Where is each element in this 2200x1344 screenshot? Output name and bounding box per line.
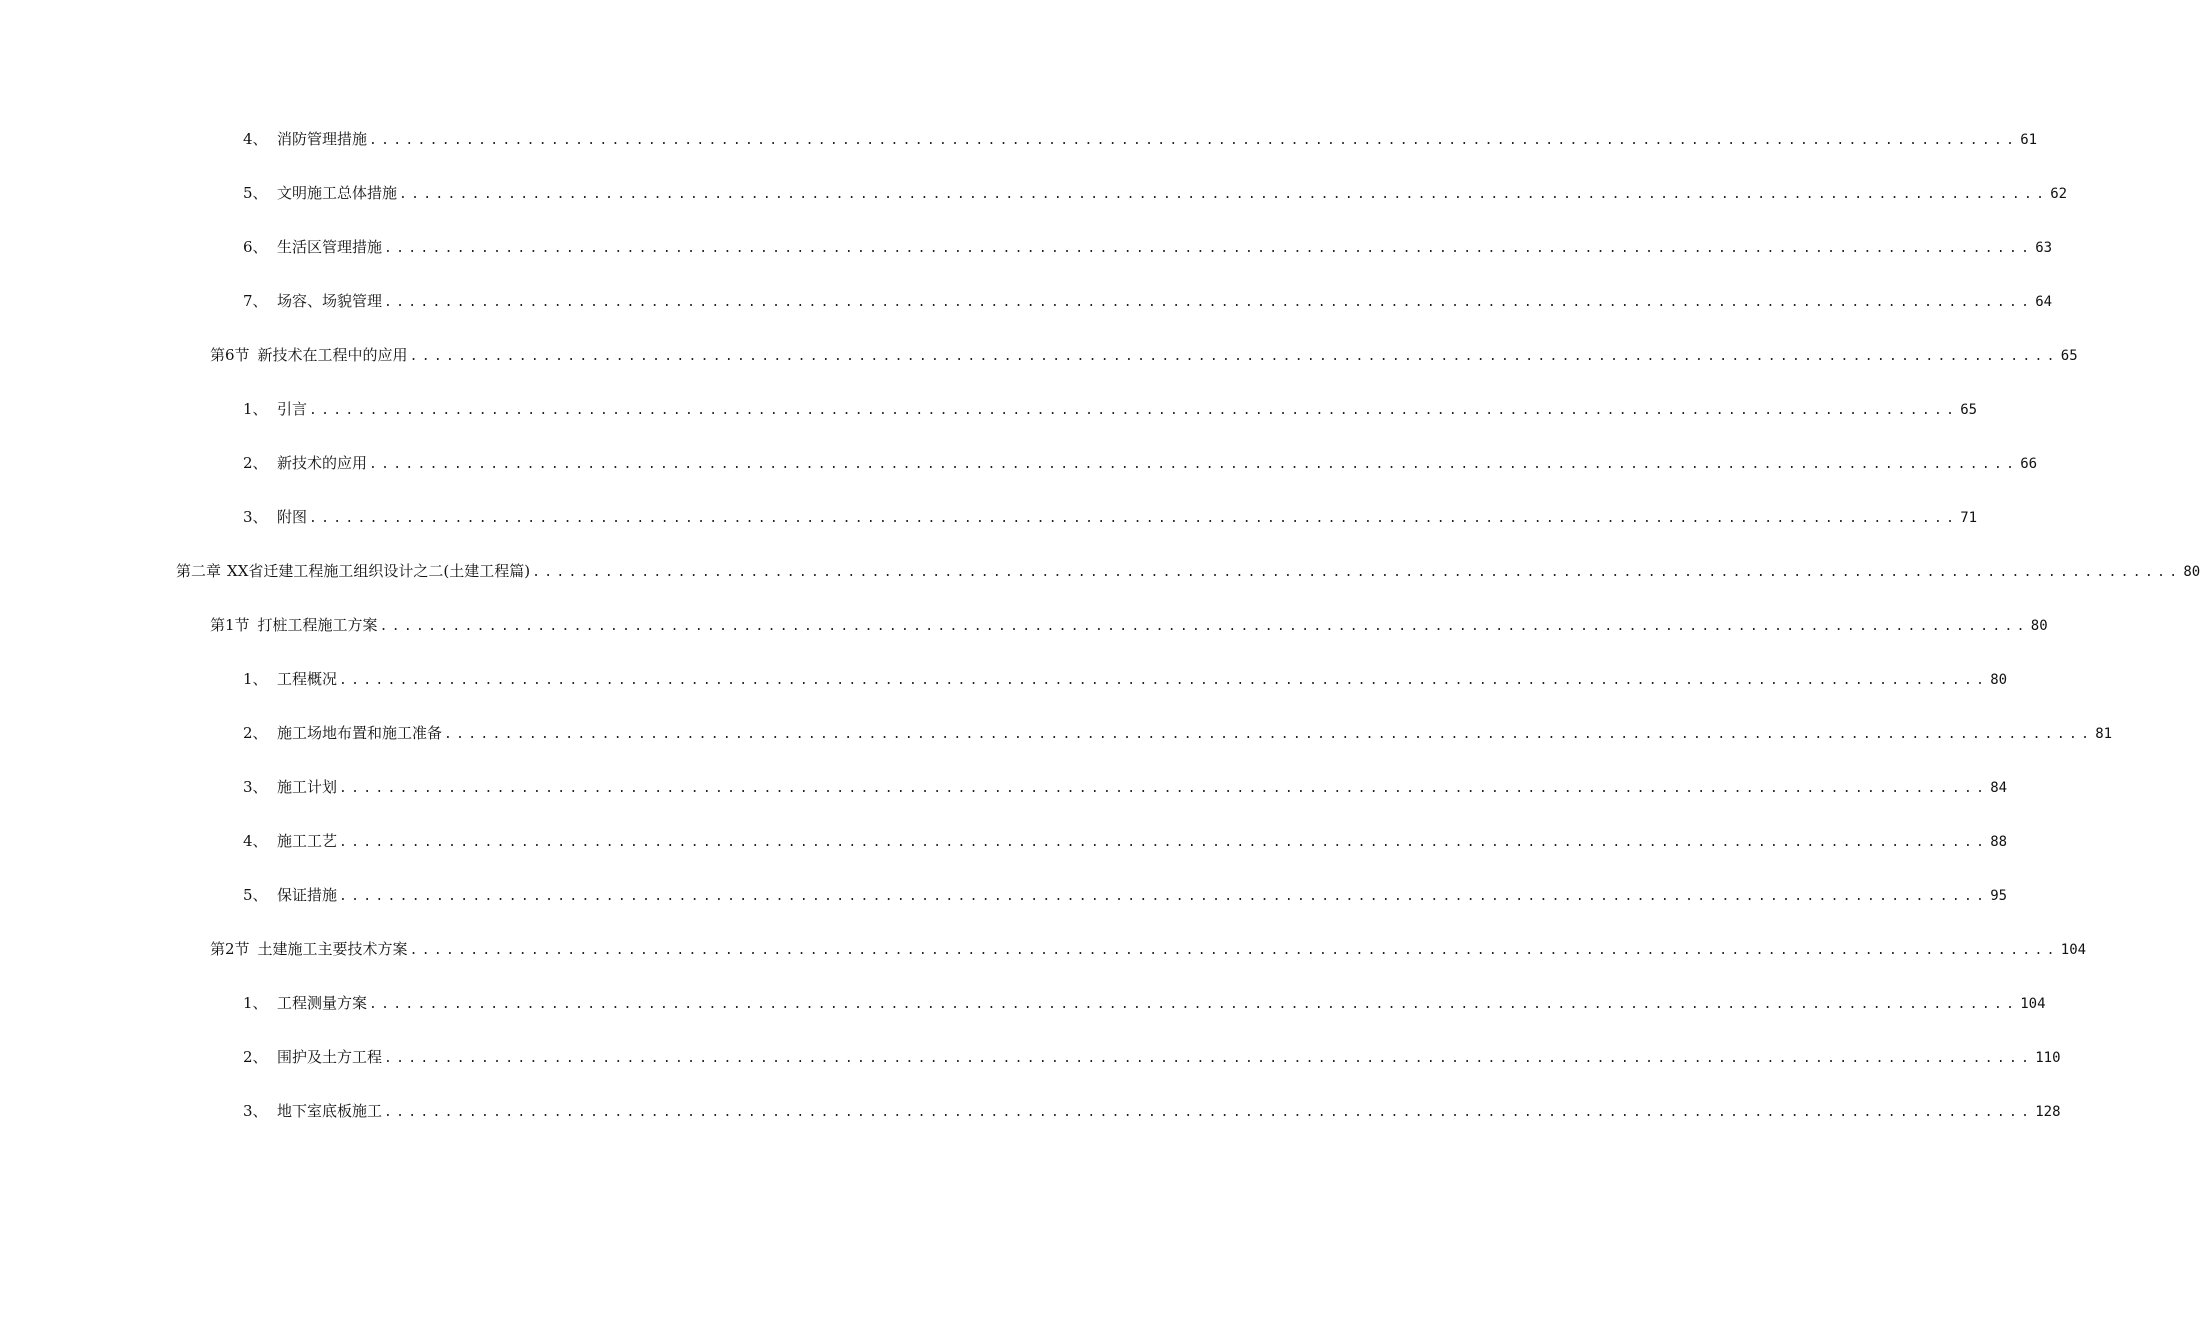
dot-leader: ........................................................................................................................................	[409, 943, 2059, 958]
dot-leader: ........................................................................................................................................	[309, 511, 1959, 526]
toc-entry-title: 施工工艺	[277, 832, 338, 850]
toc-entry-title: 附图	[277, 508, 308, 526]
toc-entry-page-number: 65	[1960, 402, 1978, 418]
toc-entry[interactable]	[243, 397, 1978, 421]
toc-entry[interactable]	[243, 289, 2053, 313]
dot-leader: ........................................................................................................................................	[339, 835, 1989, 850]
toc-entry-page-number: 61	[2020, 132, 2038, 148]
toc-entry-page-number: 81	[2095, 726, 2113, 742]
toc-entry-page-number: 110	[2035, 1050, 2061, 1066]
toc-entry-number: 第1节	[210, 616, 250, 634]
toc-entry-title: 工程概况	[277, 670, 338, 688]
toc-entry-page-number: 104	[2060, 942, 2087, 958]
toc-entry[interactable]	[243, 1045, 2061, 1069]
toc-entry-number: 2、	[243, 724, 268, 742]
dot-leader: ........................................................................................................................................	[339, 889, 1989, 904]
toc-entry-number: 3、	[243, 508, 268, 526]
toc-entry[interactable]	[243, 181, 2068, 205]
toc-entry-page-number: 64	[2035, 294, 2053, 310]
toc-entry-title: 土建施工主要技术方案	[257, 940, 408, 958]
toc-entry-title: 文明施工总体措施	[277, 184, 398, 202]
dot-leader: ........................................................................................................................................	[384, 1051, 2034, 1066]
toc-entry-title: 施工计划	[277, 778, 338, 796]
toc-entry-page-number: 71	[1960, 510, 1978, 526]
toc-entry-page-number: 128	[2035, 1104, 2061, 1120]
toc-entry-title: XX省迁建工程施工组织设计之二(土建工程篇)	[227, 562, 531, 580]
dot-leader: ........................................................................................................................................	[409, 349, 2059, 364]
toc-entry-page-number: 80	[1990, 672, 2008, 688]
toc-entry-title: 围护及土方工程	[277, 1048, 383, 1066]
toc-entry-page-number: 65	[2060, 348, 2078, 364]
toc-entry-title: 生活区管理措施	[277, 238, 383, 256]
toc-entry[interactable]	[176, 559, 2200, 583]
toc-entry-page-number: 66	[2020, 456, 2038, 472]
toc-entry[interactable]	[243, 991, 2046, 1015]
toc-entry-number: 第二章	[176, 562, 222, 580]
toc-entry-number: 5、	[243, 184, 268, 202]
toc-entry-number: 2、	[243, 454, 268, 472]
toc-entry-title: 新技术的应用	[277, 454, 368, 472]
dot-leader: ........................................................................................................................................	[384, 241, 2034, 256]
toc-entry-page-number: 84	[1990, 780, 2008, 796]
toc-entry-page-number: 80	[2183, 564, 2200, 580]
dot-leader: ........................................................................................................................................	[532, 565, 2182, 580]
toc-entry-number: 4、	[243, 130, 268, 148]
toc-entry-page-number: 80	[2030, 618, 2048, 634]
toc-entry-number: 第2节	[210, 940, 250, 958]
toc-entry-number: 7、	[243, 292, 268, 310]
dot-leader: ........................................................................................................................................	[369, 457, 2019, 472]
toc-entry-number: 1、	[243, 400, 268, 418]
dot-leader: ........................................................................................................................................	[339, 673, 1989, 688]
dot-leader: ........................................................................................................................................	[309, 403, 1959, 418]
toc-entry[interactable]	[243, 829, 2008, 853]
dot-leader: ........................................................................................................................................	[379, 619, 2029, 634]
dot-leader: ........................................................................................................................................	[369, 133, 2019, 148]
dot-leader: ........................................................................................................................................	[384, 1105, 2034, 1120]
toc-entry[interactable]	[243, 667, 2008, 691]
toc-entry[interactable]	[210, 343, 2078, 367]
toc-entry[interactable]	[210, 937, 2087, 961]
toc-entry-number: 6、	[243, 238, 268, 256]
toc-entry-page-number: 95	[1990, 888, 2008, 904]
toc-entry-title: 工程测量方案	[277, 994, 368, 1012]
toc-entry[interactable]	[243, 1099, 2061, 1123]
toc-entry-title: 地下室底板施工	[277, 1102, 383, 1120]
toc-entry[interactable]	[210, 613, 2048, 637]
toc-entry[interactable]	[243, 883, 2008, 907]
toc-entry-number: 4、	[243, 832, 268, 850]
toc-entry[interactable]	[243, 451, 2038, 475]
toc-entry-page-number: 63	[2035, 240, 2053, 256]
toc-entry[interactable]	[243, 235, 2053, 259]
dot-leader: ........................................................................................................................................	[339, 781, 1989, 796]
toc-entry-title: 消防管理措施	[277, 130, 368, 148]
toc-entry-page-number: 104	[2020, 996, 2046, 1012]
dot-leader: ........................................................................................................................................	[399, 187, 2049, 202]
toc-entry-title: 场容、场貌管理	[277, 292, 383, 310]
toc-entry-number: 2、	[243, 1048, 268, 1066]
toc-entry-title: 施工场地布置和施工准备	[277, 724, 443, 742]
dot-leader: ........................................................................................................................................	[369, 997, 2019, 1012]
toc-entry-number: 5、	[243, 886, 268, 904]
toc-entry-title: 引言	[277, 400, 308, 418]
toc-entry-number: 3、	[243, 1102, 268, 1120]
toc-entry-number: 1、	[243, 670, 268, 688]
toc-entry[interactable]	[243, 505, 1978, 529]
dot-leader: ........................................................................................................................................	[384, 295, 2034, 310]
toc-entry-number: 1、	[243, 994, 268, 1012]
toc-entry-page-number: 88	[1990, 834, 2008, 850]
dot-leader: ........................................................................................................................................	[444, 727, 2094, 742]
toc-entry-title: 打桩工程施工方案	[257, 616, 378, 634]
toc-entry[interactable]	[243, 127, 2038, 151]
toc-entry[interactable]	[243, 721, 2113, 745]
toc-entry-title: 保证措施	[277, 886, 338, 904]
toc-entry-number: 第6节	[210, 346, 250, 364]
toc-entry-number: 3、	[243, 778, 268, 796]
toc-entry-page-number: 62	[2050, 186, 2068, 202]
toc-entry-title: 新技术在工程中的应用	[257, 346, 408, 364]
toc-entry[interactable]	[243, 775, 2008, 799]
